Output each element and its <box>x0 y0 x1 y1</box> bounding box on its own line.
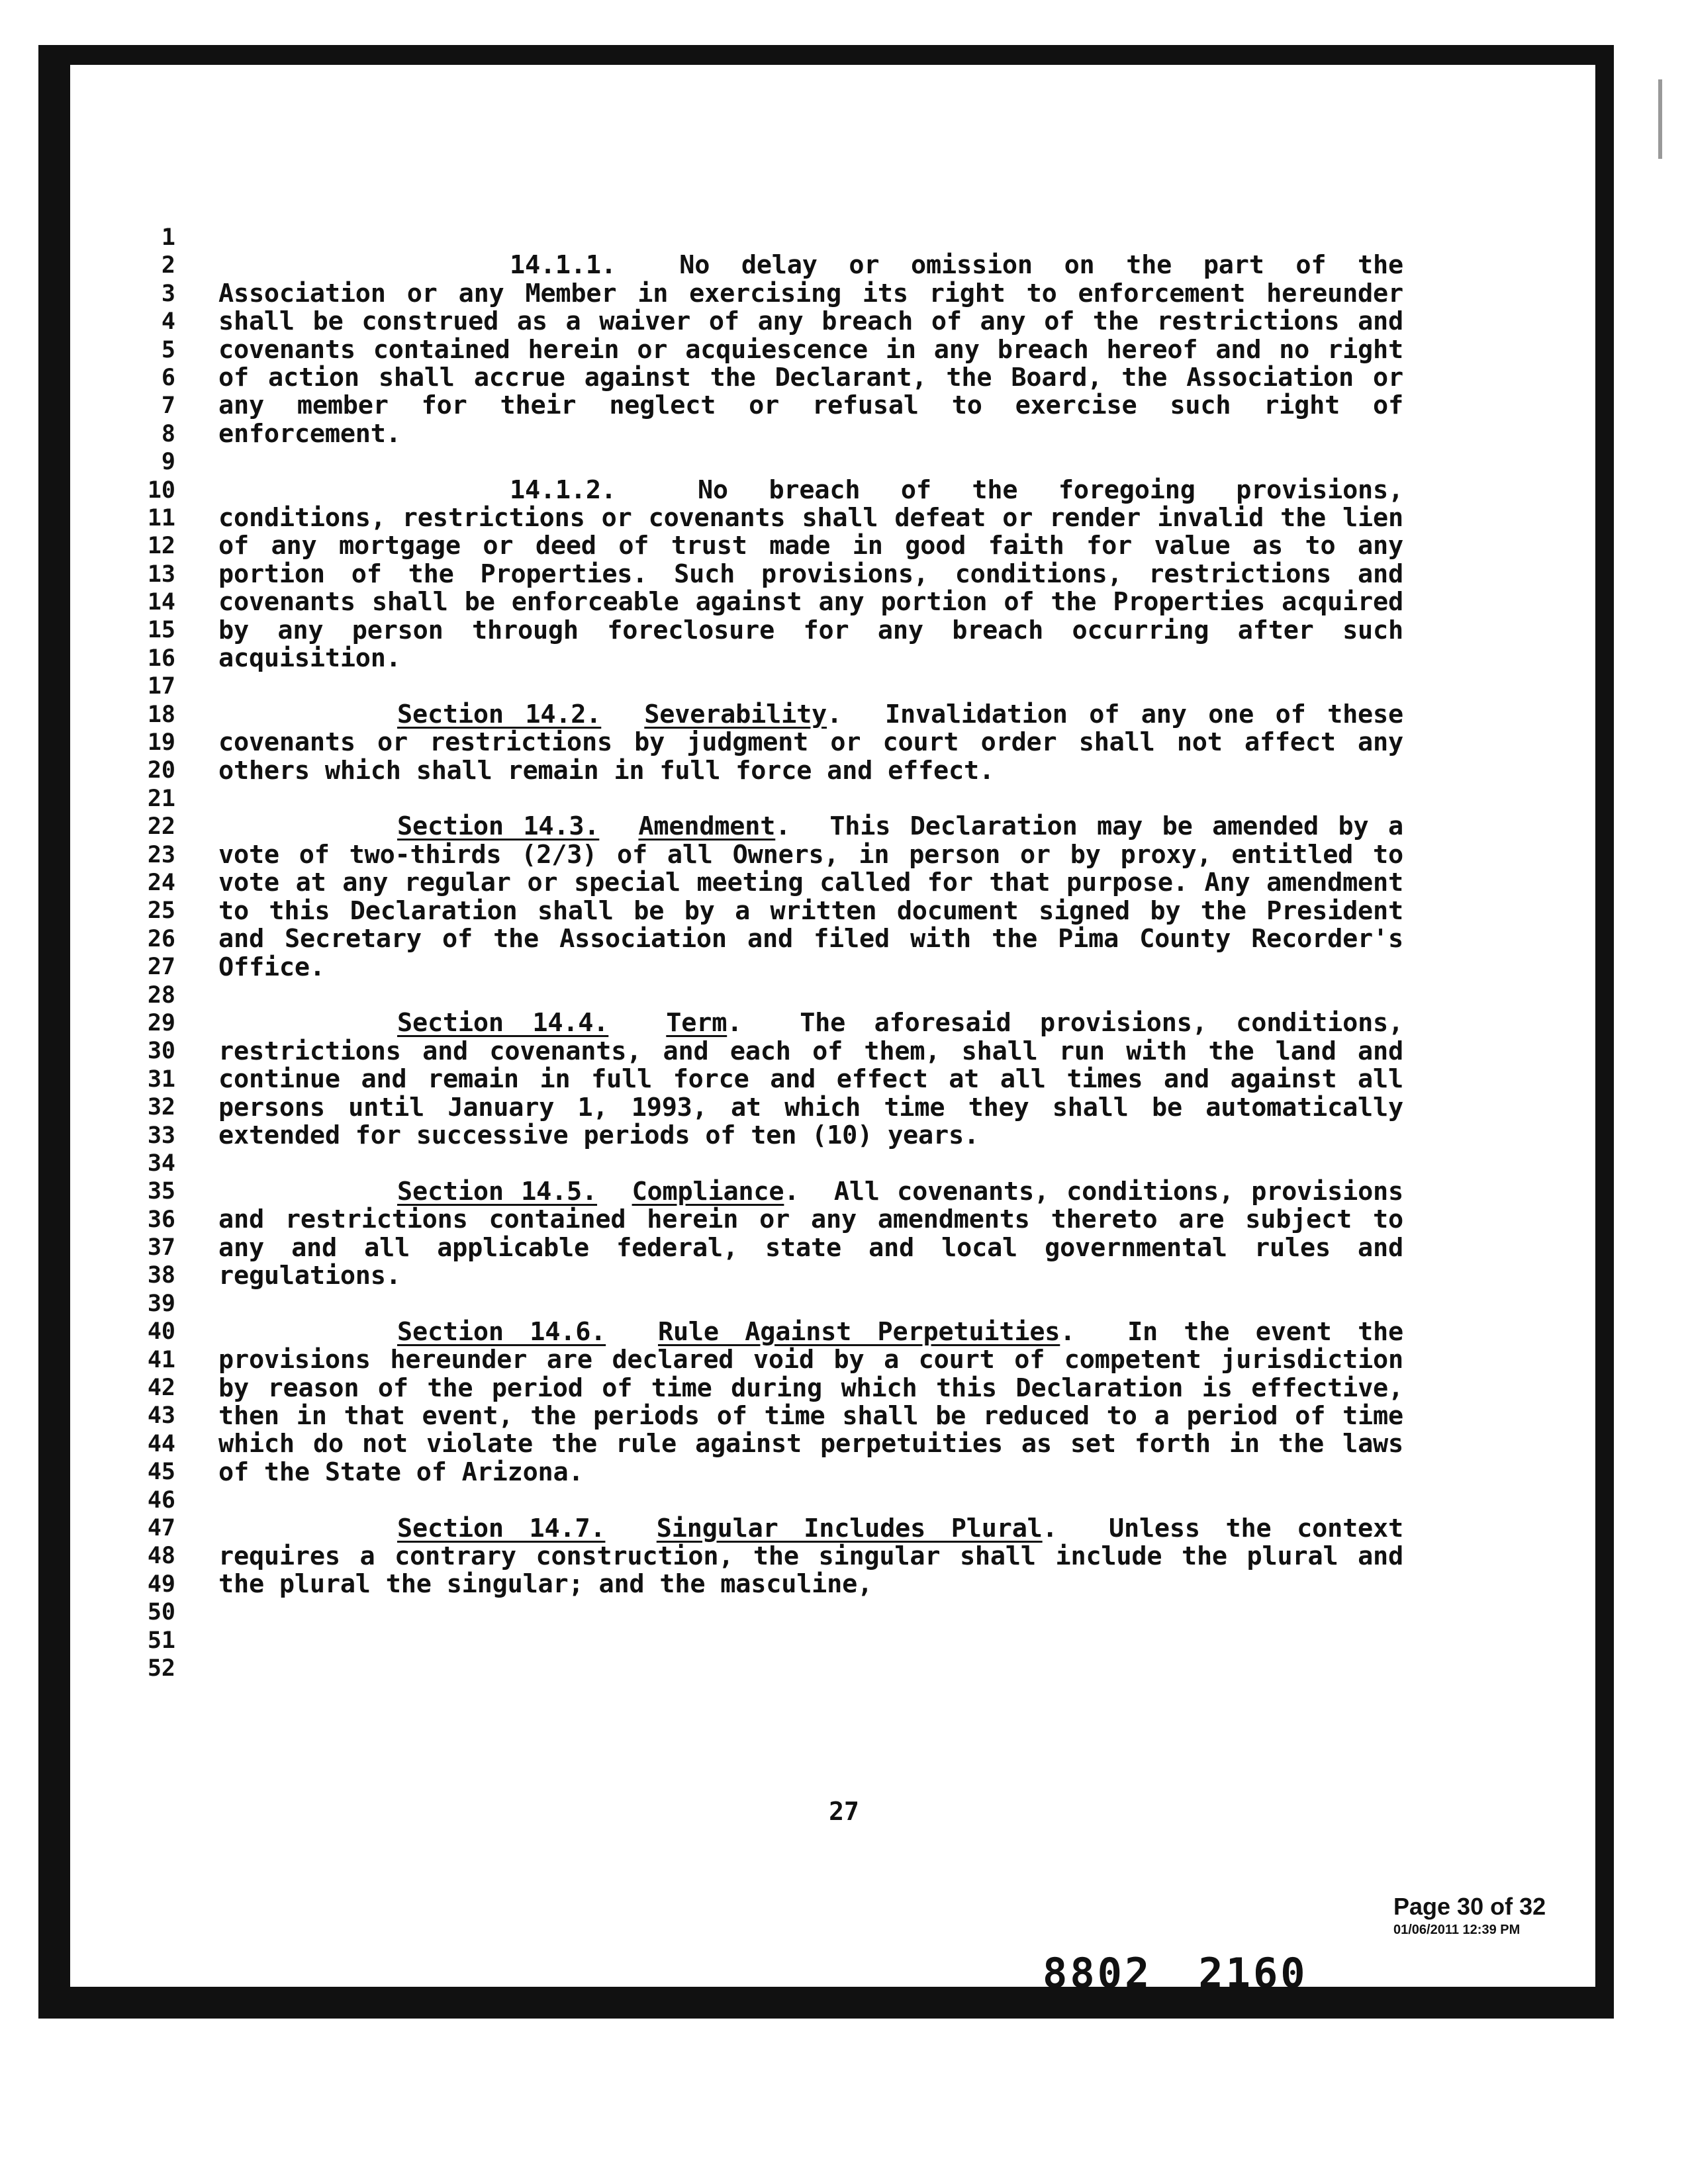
section-14-2: Section 14.2. Severability. Invalidation of any one of these covenants or restrictions by judgment or court order shall not affect any others which shall remain in full force and effect. <box>218 699 1403 786</box>
section-14-7: Section 14.7. Singular Includes Plural. Unless the context requires a contrary construction, the singular shall include the plural and the plural the singular; and the masculine, <box>218 1513 1403 1600</box>
section-text: This Declaration may be amended by a vote of two-thirds (2/3) of all Owners, in person or by proxy, entitled to vote at any regular or special meeting called for that purpose. Any amendment to this Declaration shall be by a written document signed by the President and Secretary of the Association and filed with the Pima County Recorder's Office. <box>218 811 1404 982</box>
line-number: 42 <box>147 1375 175 1402</box>
line-number: 6 <box>161 364 175 391</box>
section-14-3: Section 14.3. Amendment. This Declaration may be amended by a vote of two-thirds (2/3) of all Owners, in person or by proxy, entitled to vote at any regular or special meeting called for that purpose. Any amendment to this Declaration shall be by a written document signed by the President and Secretary of the Association and filed with the Pima County Recorder's Office. <box>218 811 1404 982</box>
scan-edge-mark <box>1658 79 1662 159</box>
paragraph-14-1-1 <box>218 251 1403 448</box>
page-number: 27 <box>829 1797 859 1826</box>
section-heading: Section 14.7. <box>397 1513 606 1543</box>
line-number: 9 <box>161 449 175 476</box>
line-number: 46 <box>147 1486 175 1514</box>
line-number: 38 <box>147 1262 175 1289</box>
section-heading: Section 14.3. <box>397 811 600 842</box>
line-number: 13 <box>147 561 175 588</box>
paragraph-14-1-2 <box>218 477 1403 673</box>
line-number: 51 <box>147 1627 175 1654</box>
line-number: 39 <box>147 1290 175 1317</box>
section-text: Unless the context requires a contrary construction, the singular shall include the plural and the plural the singular; and the masculine, <box>218 1513 1403 1600</box>
line-number: 52 <box>147 1655 175 1682</box>
line-number: 4 <box>161 308 175 336</box>
section-title: Singular Includes Plural <box>656 1513 1043 1543</box>
line-number: 40 <box>147 1318 175 1345</box>
section-title: Severability <box>644 699 827 729</box>
line-number: 44 <box>147 1430 175 1457</box>
line-number: 19 <box>147 729 175 756</box>
scan-frame-right <box>1595 45 1614 2019</box>
line-number: 24 <box>147 869 175 896</box>
line-number: 7 <box>161 392 175 420</box>
section-14-4: Section 14.4. Term. The aforesaid provisions, conditions, restrictions and covenants, and each of them, shall run with the land and continue and remain in full force and effect at all times and against all persons until January 1, 1993, at which time they shall be automatically extended for successive periods of ten (10) years. <box>218 1008 1404 1150</box>
section-text: Invalidation of any one of these covenants or restrictions by judgment or court order shall not affect any others which shall remain in full force and effect. <box>218 699 1403 786</box>
line-number: 48 <box>147 1543 175 1570</box>
line-number: 20 <box>147 757 175 784</box>
section-title: Rule Against Perpetuities <box>657 1316 1060 1347</box>
line-number: 2 <box>161 252 175 279</box>
line-number: 22 <box>147 813 175 841</box>
line-number: 26 <box>147 925 175 952</box>
line-number: 36 <box>147 1206 175 1233</box>
line-number: 21 <box>147 785 175 812</box>
record-page-number: 2160 <box>1198 1949 1308 1997</box>
line-number: 32 <box>147 1094 175 1121</box>
paragraph-heading: 14.1.2. <box>510 475 616 505</box>
line-number: 3 <box>161 280 175 307</box>
paragraph-text: No delay or omission on the part of the Association or any Member in exercising its right to enforcement hereunder shall be construed as a waiver of any breach of any of the restrictions and covenants contained herein or acquiescence in any breach hereof and no right of action shall accrue against the Declarant, the Board, the Association or any member for their neglect or refusal to exercise such right of enforcement. <box>218 250 1403 449</box>
scan-frame-top <box>38 45 1614 65</box>
print-datetime-stamp: 01/06/2011 12:39 PM <box>1393 1923 1521 1937</box>
line-number: 18 <box>147 701 175 728</box>
section-14-6: Section 14.6. Rule Against Perpetuities. In the event the provisions hereunder are declared void by a court of competent jurisdiction by reason of the period of time during which this Declaration is effective, then in that event, the periods of time shall be reduced to a period of time which do not violate the rule against perpetuities as set forth in the laws of the State of Arizona. <box>218 1316 1404 1487</box>
line-number: 25 <box>147 897 175 925</box>
line-number: 41 <box>147 1346 175 1373</box>
section-title: Amendment <box>638 811 776 842</box>
line-number: 33 <box>147 1122 175 1149</box>
section-text: All covenants, conditions, provisions and restrictions contained herein or any amendments thereto are subject to any and all applicable federal, state and local governmental rules and regulations. <box>218 1176 1404 1291</box>
line-number: 47 <box>147 1514 175 1541</box>
line-number-column <box>122 224 175 1682</box>
line-number: 27 <box>147 954 175 981</box>
paragraph-heading: 14.1.1. <box>510 250 616 281</box>
section-title: Compliance <box>632 1176 784 1206</box>
line-number: 34 <box>147 1150 175 1177</box>
paragraph-text: No breach of the foregoing provisions, conditions, restrictions or covenants shall defeat or render invalid the lien of any mortgage or deed of trust made in good faith for value as to any portion of the Properties. Such provisions, conditions, restrictions and covenants shall be enforceable against any portion of the Properties acquired by any person through foreclosure for any breach occurring after such acquisition. <box>218 475 1403 674</box>
line-number: 8 <box>161 420 175 447</box>
recording-number <box>1043 1949 1354 1997</box>
section-heading: Section 14.4. <box>397 1008 609 1038</box>
line-number: 28 <box>147 981 175 1009</box>
docket-number: 8802 <box>1043 1949 1152 1997</box>
line-number: 11 <box>147 504 175 531</box>
line-number: 45 <box>147 1459 175 1486</box>
document-body <box>218 224 1403 1599</box>
line-number: 50 <box>147 1599 175 1626</box>
line-number: 10 <box>147 477 175 504</box>
line-number: 49 <box>147 1570 175 1598</box>
line-number: 23 <box>147 841 175 868</box>
line-number: 14 <box>147 589 175 616</box>
scan-frame-bottom <box>38 1987 1614 2019</box>
line-number: 12 <box>147 533 175 560</box>
line-number: 1 <box>161 224 175 251</box>
section-heading: Section 14.5. <box>397 1176 598 1206</box>
line-number: 15 <box>147 617 175 644</box>
line-number: 35 <box>147 1178 175 1205</box>
line-number: 43 <box>147 1402 175 1430</box>
line-number: 17 <box>147 673 175 700</box>
section-heading: Section 14.2. <box>397 699 602 729</box>
line-number: 31 <box>147 1066 175 1093</box>
line-number: 37 <box>147 1234 175 1261</box>
line-number: 29 <box>147 1009 175 1036</box>
section-heading: Section 14.6. <box>397 1316 606 1347</box>
page-count-stamp: Page 30 of 32 <box>1393 1893 1546 1920</box>
line-number: 16 <box>147 645 175 672</box>
line-number: 30 <box>147 1038 175 1065</box>
section-text: The aforesaid provisions, conditions, restrictions and covenants, and each of them, shall run with the land and continue and remain in full force and effect at all times and against all persons until January 1, 1993, at which time they shall be automatically extended for successive periods of ten (10) years. <box>218 1008 1404 1150</box>
section-title: Term <box>666 1008 727 1038</box>
section-14-5: Section 14.5. Compliance. All covenants, conditions, provisions and restrictions contained herein or any amendments thereto are subject to any and all applicable federal, state and local governmental rules and regulations. <box>218 1176 1404 1291</box>
scan-frame-left <box>38 45 70 2019</box>
line-number: 5 <box>161 336 175 363</box>
section-text: In the event the provisions hereunder are declared void by a court of competent jurisdiction by reason of the period of time during which this Declaration is effective, then in that event, the periods of time shall be reduced to a period of time which do not violate the rule against perpetuities as set forth in the laws of the State of Arizona. <box>218 1316 1404 1487</box>
